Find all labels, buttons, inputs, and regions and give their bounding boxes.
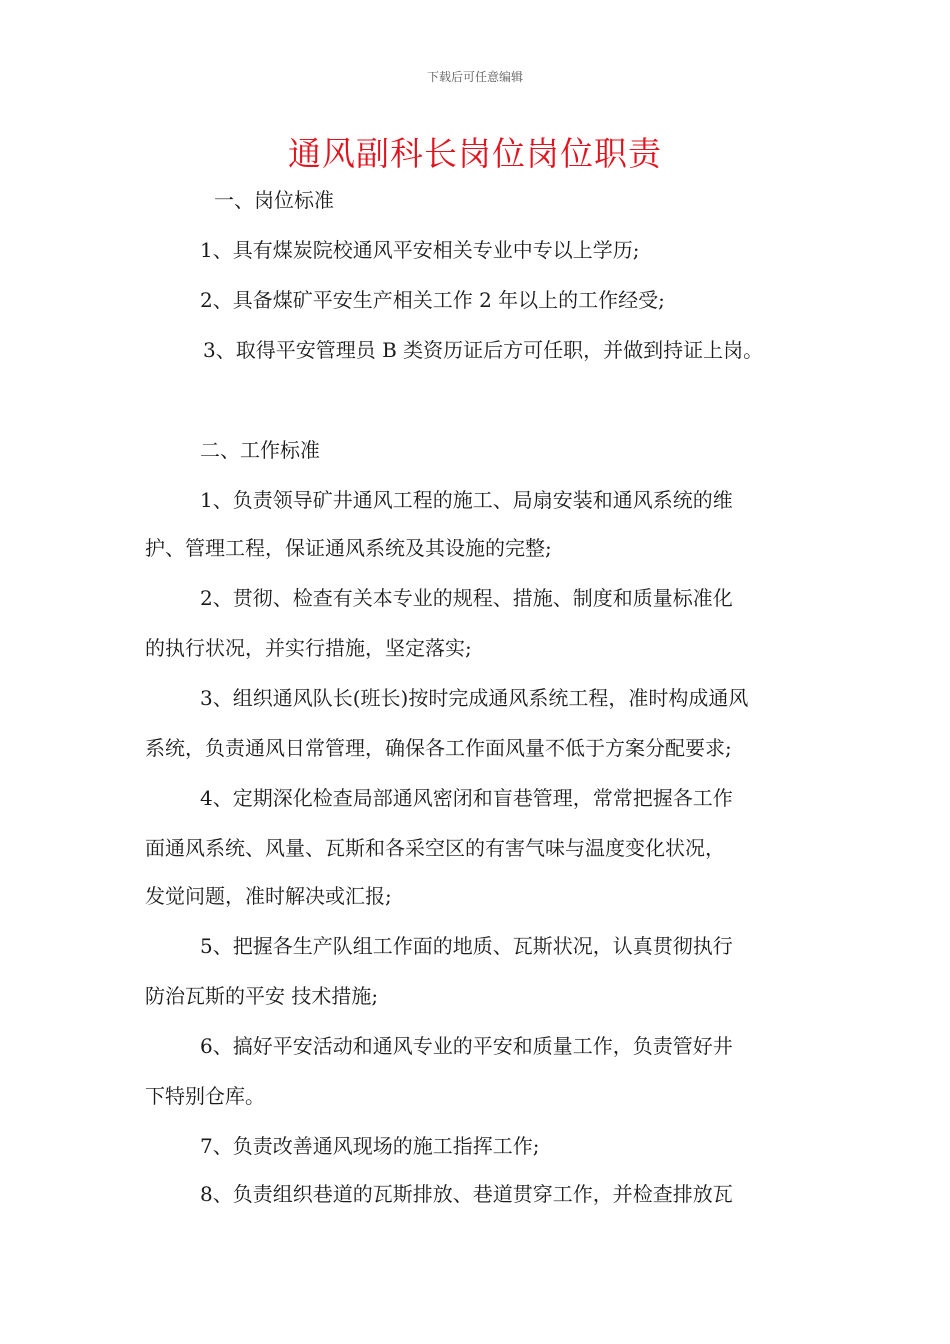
work-line-3: 2、贯彻、检查有关本专业的规程、措施、制度和质量标准化	[200, 586, 733, 610]
work-line-8: 面通风系统、风量、瓦斯和各采空区的有害气味与温度变化状况，	[145, 836, 725, 860]
section-heading-standards: 一、岗位标准	[214, 188, 334, 212]
work-line-14: 7、负责改善通风现场的施工指挥工作;	[200, 1134, 540, 1158]
document-title: 通风副科长岗位岗位职责	[288, 134, 662, 173]
work-line-4: 的执行状况，并实行措施，坚定落实;	[145, 636, 472, 660]
standards-item-1: 1、具有煤炭院校通风平安相关专业中专以上学历;	[200, 238, 640, 262]
work-line-6: 系统，负责通风日常管理，确保各工作面风量不低于方案分配要求;	[145, 736, 732, 760]
standards-item-3: 3、取得平安管理员 B 类资历证后方可任职，并做到持证上岗。	[203, 338, 764, 362]
work-line-13: 下特别仓库。	[145, 1084, 265, 1108]
work-line-15: 8、负责组织巷道的瓦斯排放、巷道贯穿工作，并检查排放瓦	[200, 1182, 733, 1206]
work-line-9: 发觉问题，准时解决或汇报;	[145, 884, 392, 908]
work-line-11: 防治瓦斯的平安 技术措施;	[145, 984, 379, 1008]
header-note: 下载后可任意编辑	[426, 70, 523, 84]
standards-item-2: 2、具备煤矿平安生产相关工作 2 年以上的工作经受;	[200, 288, 665, 312]
work-line-5: 3、组织通风队长(班长)按时完成通风系统工程，准时构成通风	[200, 686, 749, 710]
work-line-7: 4、定期深化检查局部通风密闭和盲巷管理，常常把握各工作	[200, 786, 733, 810]
work-line-1: 1、负责领导矿井通风工程的施工、局扇安装和通风系统的维	[200, 488, 733, 512]
work-line-12: 6、搞好平安活动和通风专业的平安和质量工作，负责管好井	[200, 1034, 733, 1058]
section-heading-work: 二、工作标准	[200, 438, 320, 462]
work-line-10: 5、把握各生产队组工作面的地质、瓦斯状况，认真贯彻执行	[200, 934, 733, 958]
work-line-2: 护、管理工程，保证通风系统及其设施的完整;	[145, 536, 552, 560]
